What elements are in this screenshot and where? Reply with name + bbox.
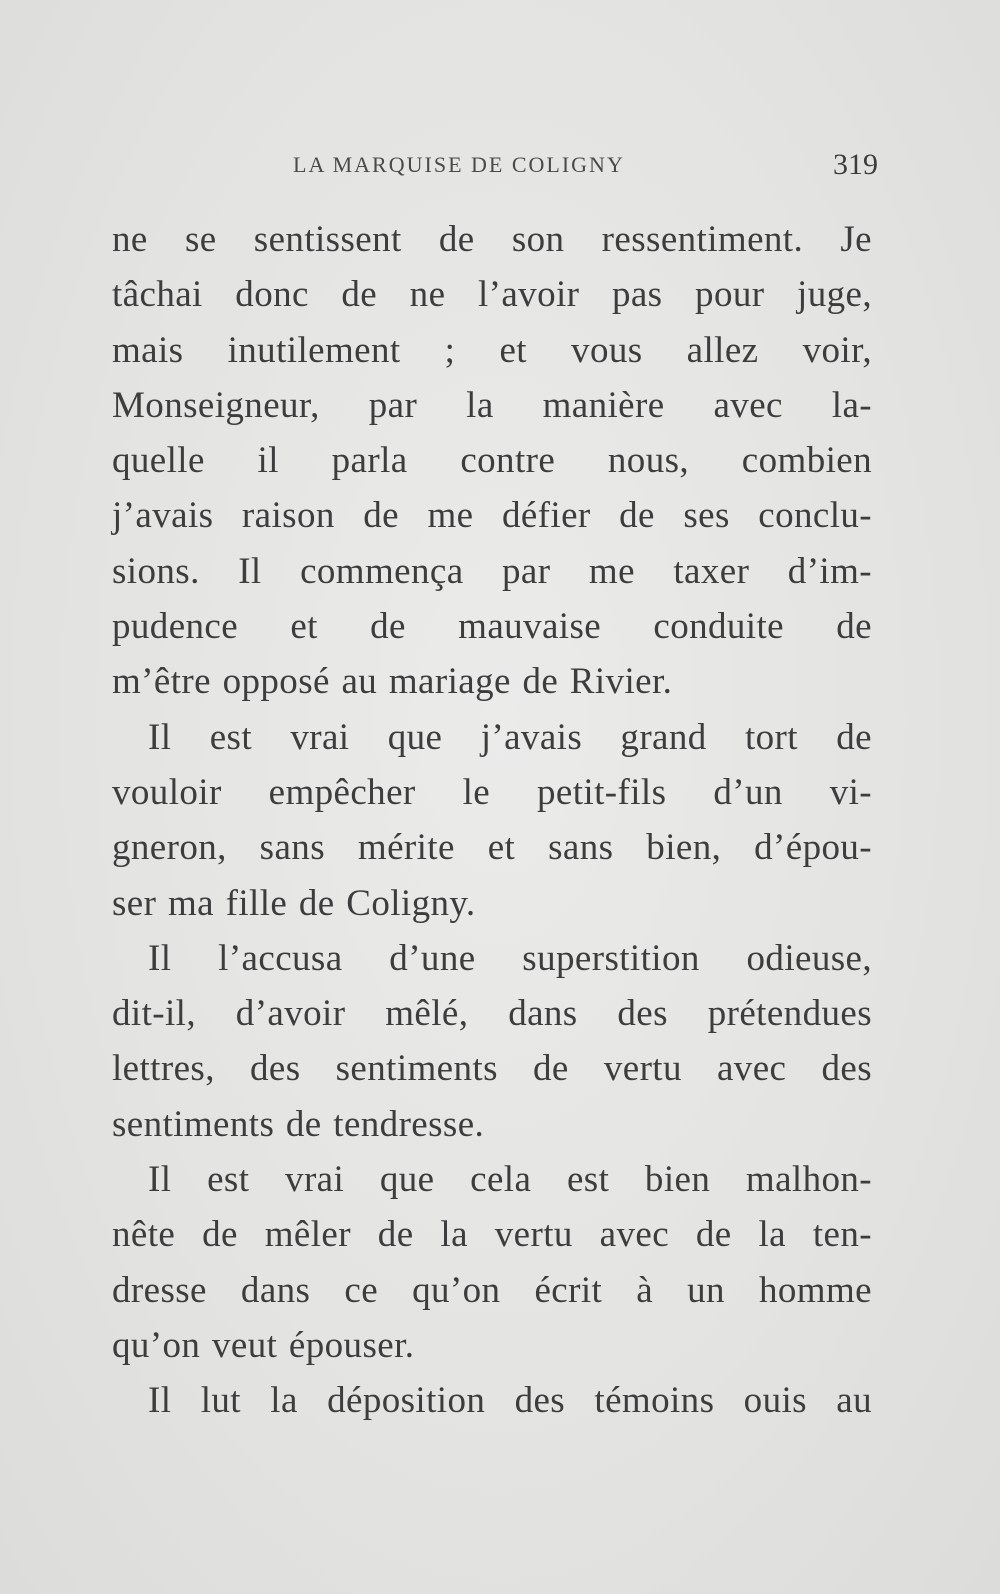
text-line: sions. Il commença par me taxer d’im- [112,550,872,592]
running-title: LA MARQUISE DE COLIGNY [293,152,625,177]
text-line: pudence et de mauvaise conduite de [112,606,872,648]
text-line: mais inutilement ; et vous allez voir, [112,329,872,371]
running-head [118,148,878,188]
text-line: ne se sentissent de son ressentiment. Je [112,219,872,260]
paragraph-first-line: Il lut la déposition des témoins ouis au [148,1380,872,1422]
page-number: 319 [833,148,878,181]
paragraph-first-line: Il est vrai que cela est bien malhon- [148,1159,872,1201]
text-line: nête de mêler de la vertu avec de la ten- [112,1214,872,1256]
text-line: j’avais raison de me défier de ses conclu- [112,495,872,537]
text-line: gneron, sans mérite et sans bien, d’épou- [112,827,872,869]
paragraph-first-line: Il l’accusa d’une superstition odieuse, [148,937,872,979]
text-line: ser ma fille de Coligny. [112,882,476,924]
text-line: qu’on veut épouser. [112,1324,415,1366]
text-line: lettres, des sentiments de vertu avec des [112,1048,872,1090]
text-line: dresse dans ce qu’on écrit à un homme [112,1269,872,1311]
text-line: tâchai donc de ne l’avoir pas pour juge, [112,274,872,316]
text-line: vouloir empêcher le petit-fils d’un vi- [112,771,872,813]
text-line: m’être opposé au mariage de Rivier. [112,661,673,703]
text-line: Monseigneur, par la manière avec la- [112,384,872,426]
text-line: sentiments de tendresse. [112,1103,485,1145]
text-line: quelle il parla contre nous, combien [112,440,872,482]
paragraph-first-line: Il est vrai que j’avais grand tort de [148,716,872,758]
text-line: dit-il, d’avoir mêlé, dans des prétendues [112,993,872,1035]
body-text [112,212,872,1429]
